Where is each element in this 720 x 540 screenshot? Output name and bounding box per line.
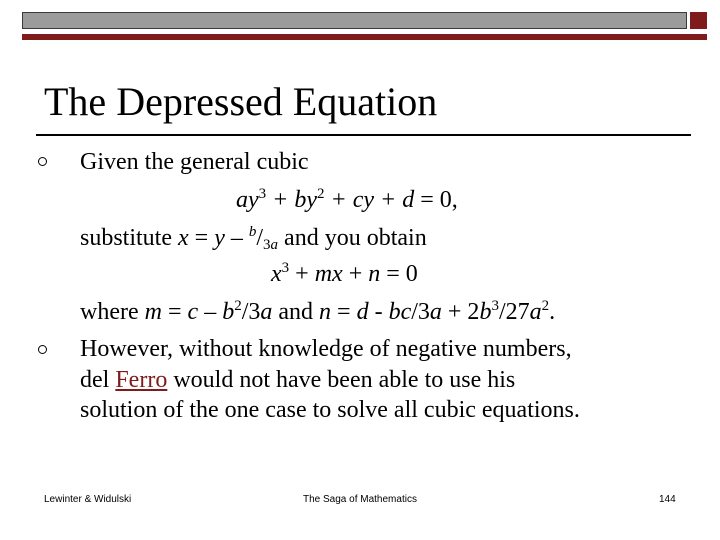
top-red-band [22, 34, 707, 40]
ferro-link[interactable]: Ferro [115, 367, 168, 393]
bullet-2-line-1: However, without knowledge of negative numbers, [80, 336, 572, 362]
top-red-square [690, 12, 707, 29]
depressed-equation: $x^3$ + mx + n = 0 [271, 260, 418, 287]
cubic-equation: $ay^3 + by^2$ + cy + d = 0, [236, 186, 458, 213]
title-divider [36, 134, 691, 136]
footer-book-title: The Saga of Mathematics [303, 494, 417, 505]
bullet-2-line-3: solution of the one case to solve all cubic equations. [80, 397, 580, 423]
page-number: 144 [659, 494, 676, 505]
top-decoration-bar [22, 12, 707, 40]
footer-authors: Lewinter & Widulski [44, 494, 132, 505]
bullet-2-icon [38, 345, 47, 354]
where-line: where $m = c - b^2/3a$ and $n = d - bc/3a + 2b^3/27a^2$. [80, 298, 556, 325]
bullet-1-intro: Given the general cubic [80, 149, 309, 175]
bullet-1-icon [38, 157, 47, 166]
substitution-line: substitute x = y – $^b$/3a and you obtain [80, 224, 427, 253]
slide-title: The Depressed Equation [44, 79, 438, 124]
bullet-2-line-2: del Ferro would not have been able to use his [80, 367, 516, 393]
top-grey-band [22, 12, 687, 29]
